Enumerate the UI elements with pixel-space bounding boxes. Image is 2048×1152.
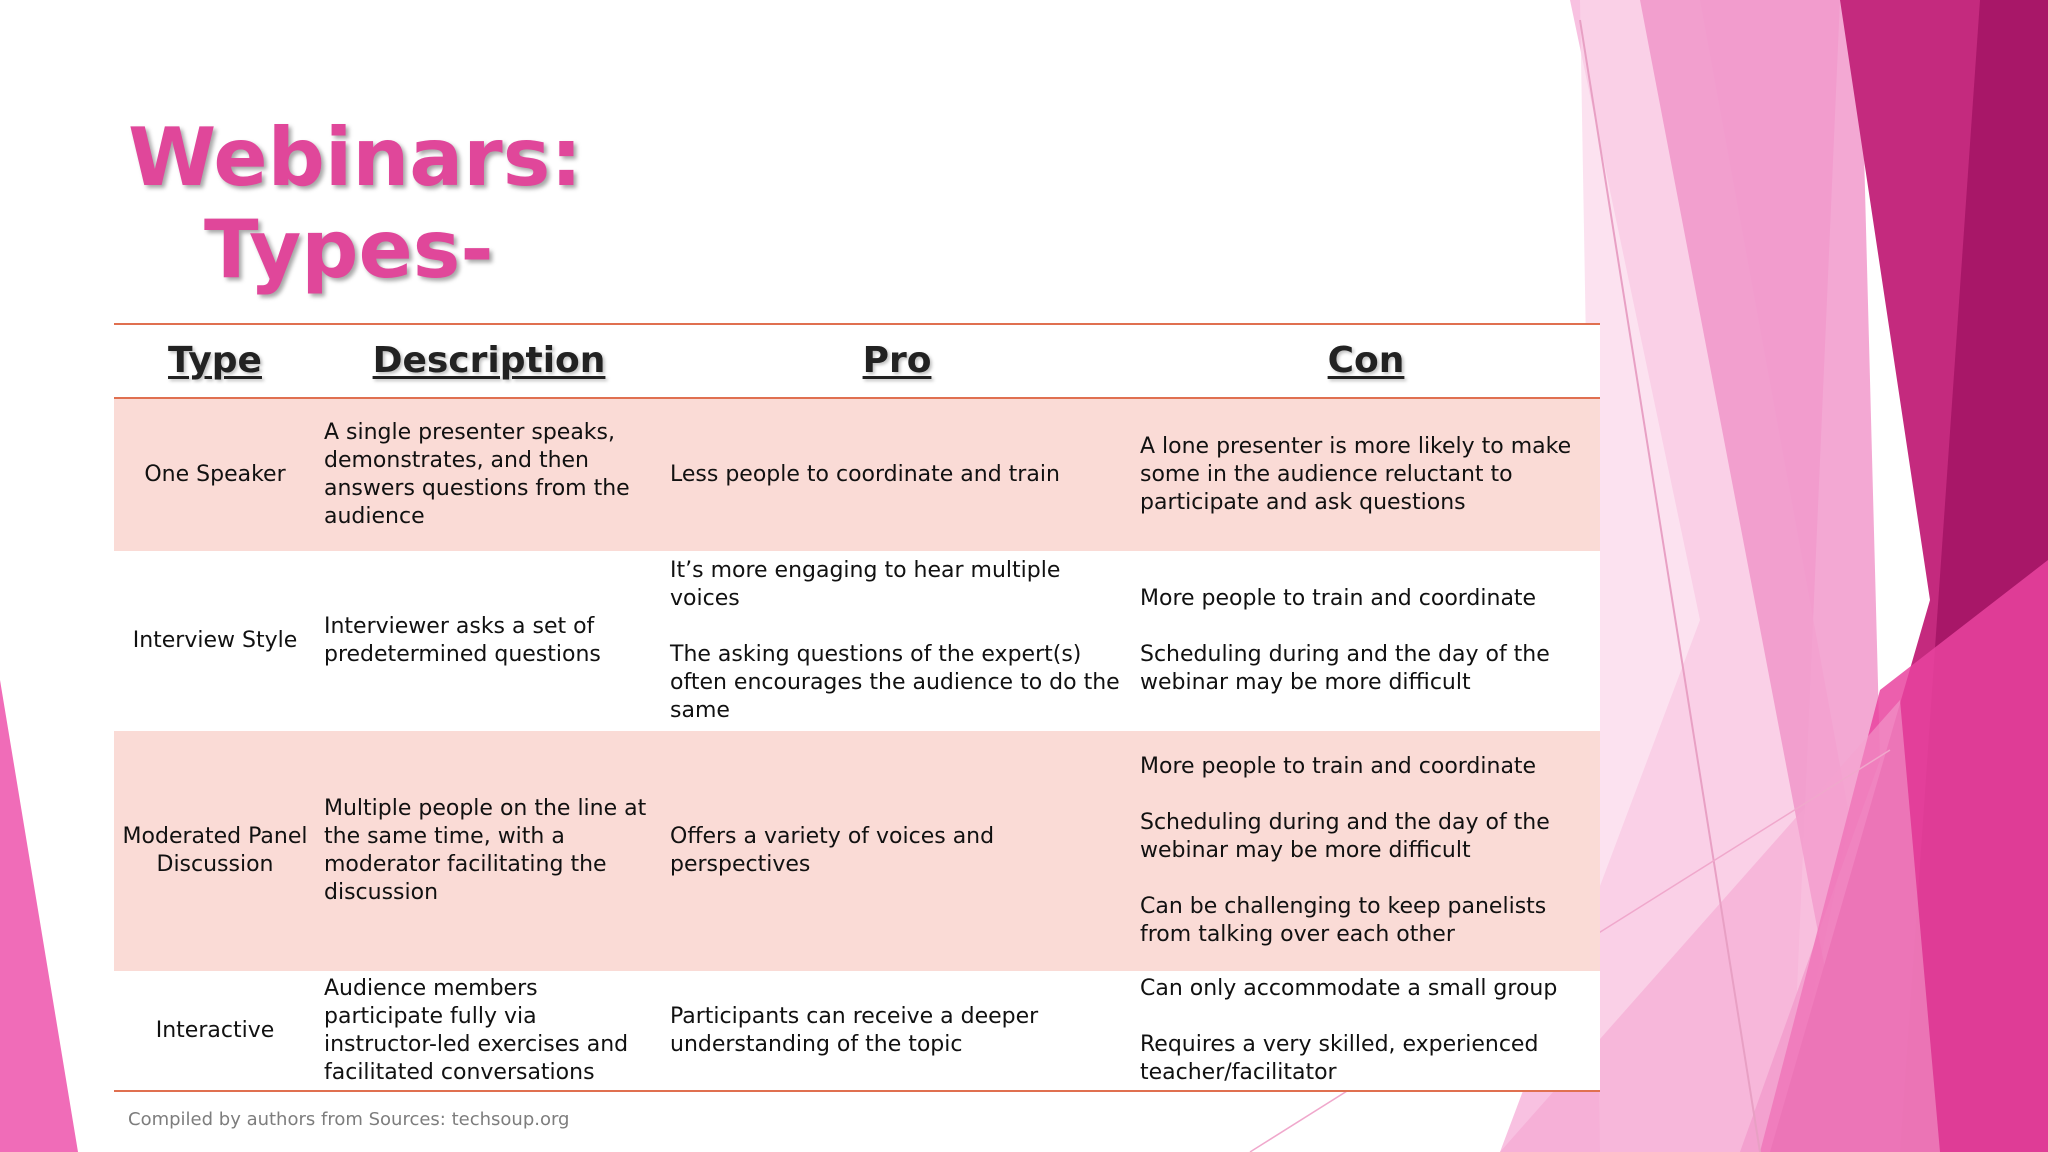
cell-description: A single presenter speaks, demonstrates, and then answers questions from the audience: [316, 398, 662, 551]
cell-con: [1132, 398, 1600, 551]
pro-item: The asking questions of the expert(s) often encourages the audience to do the same: [670, 642, 1120, 723]
con-item: A lone presenter is more likely to make some in the audience reluctant to participate and ask questions: [1140, 434, 1572, 515]
cell-con: [1132, 731, 1600, 971]
con-item: Requires a very skilled, experienced teacher/facilitator: [1140, 1031, 1539, 1085]
pro-item: Offers a variety of voices and perspectives: [670, 824, 995, 877]
con-item: Can be challenging to keep panelists from talking over each other: [1140, 894, 1547, 947]
pro-item: It’s more engaging to hear multiple voices: [670, 558, 1061, 611]
header-description: Description: [316, 324, 662, 398]
table-row: [114, 971, 1600, 1091]
header-type: Type: [114, 324, 316, 398]
cell-pro: [662, 971, 1132, 1091]
table-row: [114, 551, 1600, 731]
cell-pro: [662, 551, 1132, 731]
table-row: [114, 731, 1600, 971]
con-item: More people to train and coordinate: [1140, 754, 1537, 779]
header-con: Con: [1132, 324, 1600, 398]
cell-con: [1132, 551, 1600, 731]
table-row: [114, 398, 1600, 551]
slide-title: [128, 112, 582, 296]
cell-pro: [662, 398, 1132, 551]
title-line-2: Types-: [204, 203, 494, 296]
decor-left-shard: [0, 680, 78, 1152]
pro-item: Participants can receive a deeper understanding of the topic: [670, 1003, 1039, 1057]
cell-type: Moderated Panel Discussion: [114, 731, 316, 971]
table-header-row: [114, 324, 1600, 398]
cell-description: Interviewer asks a set of predetermined questions: [316, 551, 662, 731]
cell-type: Interactive: [114, 971, 316, 1091]
cell-pro: [662, 731, 1132, 971]
con-item: Scheduling during and the day of the webinar may be more difficult: [1140, 810, 1550, 863]
cell-description: Audience members participate fully via instructor-led exercises and facilitated conversations: [316, 971, 662, 1091]
title-line-1: Webinars:: [128, 111, 583, 204]
cell-type: One Speaker: [114, 398, 316, 551]
webinar-types-table: [114, 323, 1600, 1092]
con-item: Can only accommodate a small group: [1140, 975, 1558, 1001]
cell-description: Multiple people on the line at the same time, with a moderator facilitating the discussion: [316, 731, 662, 971]
source-note: Compiled by authors from Sources: techsoup.org: [128, 1109, 570, 1130]
con-item: Scheduling during and the day of the webinar may be more difficult: [1140, 642, 1550, 695]
pro-item: Less people to coordinate and train: [670, 462, 1060, 487]
header-pro: Pro: [662, 324, 1132, 398]
con-item: More people to train and coordinate: [1140, 586, 1537, 611]
cell-type: Interview Style: [114, 551, 316, 731]
cell-con: [1132, 971, 1600, 1091]
